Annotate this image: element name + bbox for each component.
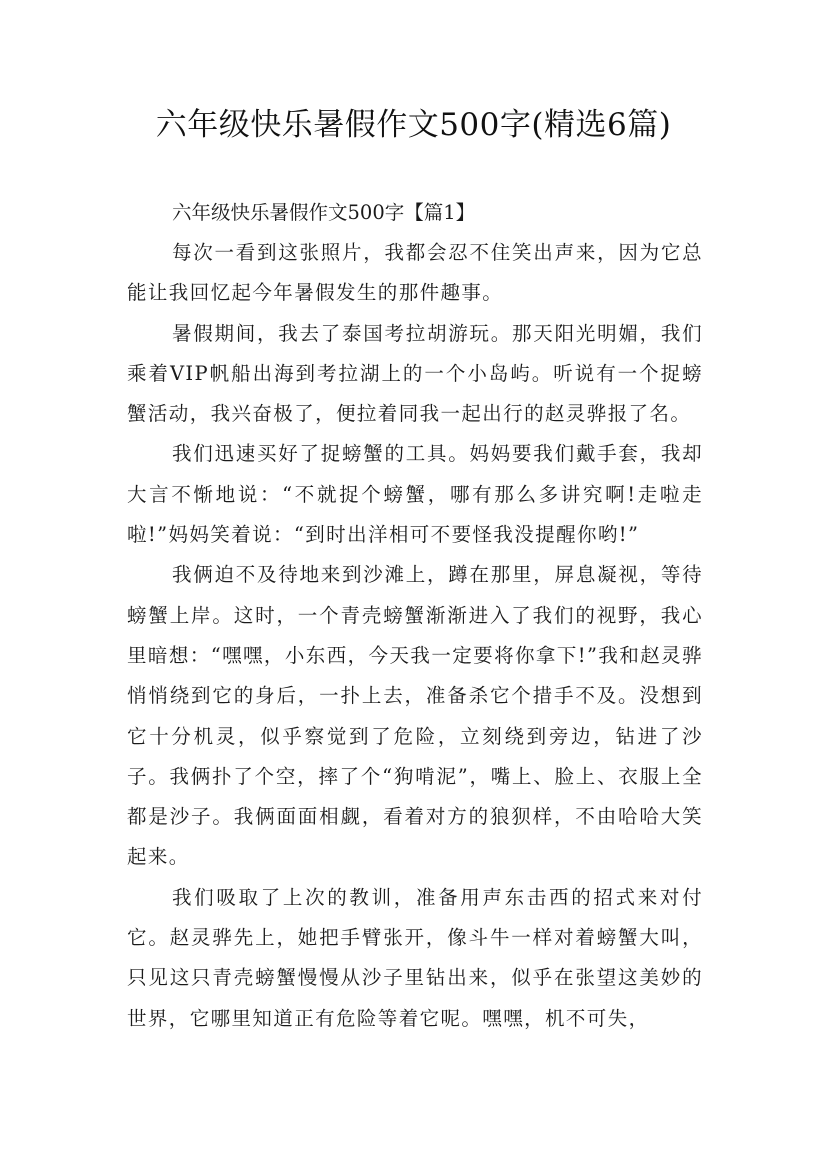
- section-heading: 六年级快乐暑假作文500字【篇1】: [172, 201, 476, 224]
- paragraph-3: 我们迅速买好了捉螃蟹的工具。妈妈要我们戴手套，我却大言不惭地说：“不就捉个螃蟹，哪有那么多讲究啊!走啦走啦!”妈妈笑着说：“到时出洋相可不要怪我没提醒你哟!”: [127, 442, 703, 547]
- paragraph-1: 每次一看到这张照片，我都会忍不住笑出声来，因为它总能让我回忆起今年暑假发生的那件趣事。: [127, 241, 703, 305]
- paragraph-4: 我俩迫不及待地来到沙滩上，蹲在那里，屏息凝视，等待螃蟹上岸。这时，一个青壳螃蟹渐渐进入了我们的视野，我心里暗想：“嘿嘿，小东西，今天我一定要将你拿下!”我和赵灵骅悄悄绕到它的身后，一扑上去，准备杀它个措手不及。没想到它十分机灵，似乎察觉到了危险，立刻绕到旁边，钻进了沙子。我俩扑了个空，摔了个“狗啃泥”，嘴上、脸上、衣服上全都是沙子。我俩面面相觑，看着对方的狼狈样，不由哈哈大笑起来。: [127, 563, 703, 869]
- paragraph-5: 我们吸取了上次的教训，准备用声东击西的招式来对付它。赵灵骅先上，她把手臂张开，像斗牛一样对着螃蟹大叫，只见这只青壳螃蟹慢慢从沙子里钻出来，似乎在张望这美妙的世界，它哪里知道正有危险等着它呢。嘿嘿，机不可失，: [127, 885, 703, 1030]
- document-body: [127, 193, 703, 1039]
- document-title: 六年级快乐暑假作文500字(精选6篇): [155, 107, 672, 143]
- paragraph-2: 暑假期间，我去了泰国考拉胡游玩。那天阳光明媚，我们乘着VIP帆船出海到考拉湖上的一个小岛屿。听说有一个捉螃蟹活动，我兴奋极了，便拉着同我一起出行的赵灵骅报了名。: [127, 321, 703, 426]
